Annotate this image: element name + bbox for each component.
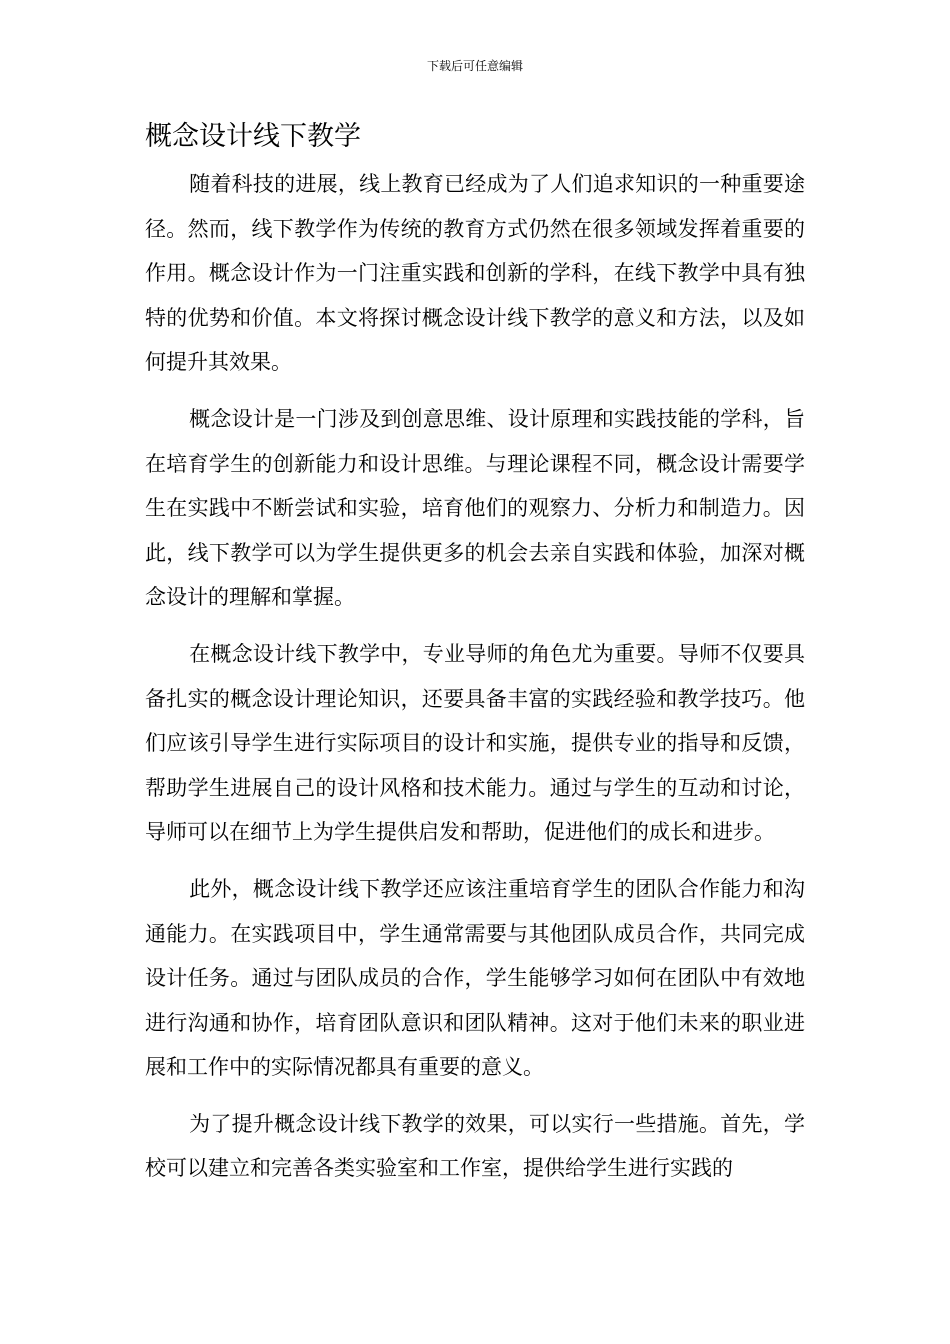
header-note: 下载后可任意编辑 xyxy=(426,59,523,73)
paragraph-5: 为了提升概念设计线下教学的效果，可以实行一些措施。首先，学校可以建立和完善各类实验室和工作室，提供给学生进行实践的 xyxy=(145,1111,805,1181)
page-title: 概念设计线下教学 xyxy=(145,121,361,152)
paragraph-2: 概念设计是一门涉及到创意思维、设计原理和实践技能的学科，旨在培育学生的创新能力和设计思维。与理论课程不同，概念设计需要学生在实践中不断尝试和实验，培育他们的观察力、分析力和制造力。因此，线下教学可以为学生提供更多的机会去亲自实践和体验，加深对概念设计的理解和掌握。 xyxy=(145,406,805,610)
paragraph-1: 随着科技的进展，线上教育已经成为了人们追求知识的一种重要途径。然而，线下教学作为传统的教育方式仍然在很多领域发挥着重要的作用。概念设计作为一门注重实践和创新的学科，在线下教学中具有独特的优势和价值。本文将探讨概念设计线下教学的意义和方法，以及如何提升其效果。 xyxy=(145,172,805,375)
document-body xyxy=(145,162,805,1203)
paragraph-3: 在概念设计线下教学中，专业导师的角色尤为重要。导师不仅要具备扎实的概念设计理论知识，还要具备丰富的实践经验和教学技巧。他们应该引导学生进行实际项目的设计和实施，提供专业的指导和反馈，帮助学生进展自己的设计风格和技术能力。通过与学生的互动和讨论，导师可以在细节上为学生提供启发和帮助，促进他们的成长和进步。 xyxy=(145,641,805,845)
paragraph-4: 此外，概念设计线下教学还应该注重培育学生的团队合作能力和沟通能力。在实践项目中，学生通常需要与其他团队成员合作，共同完成设计任务。通过与团队成员的合作，学生能够学习如何在团队中有效地进行沟通和协作，培育团队意识和团队精神。这对于他们未来的职业进展和工作中的实际情况都具有重要的意义。 xyxy=(145,876,805,1080)
